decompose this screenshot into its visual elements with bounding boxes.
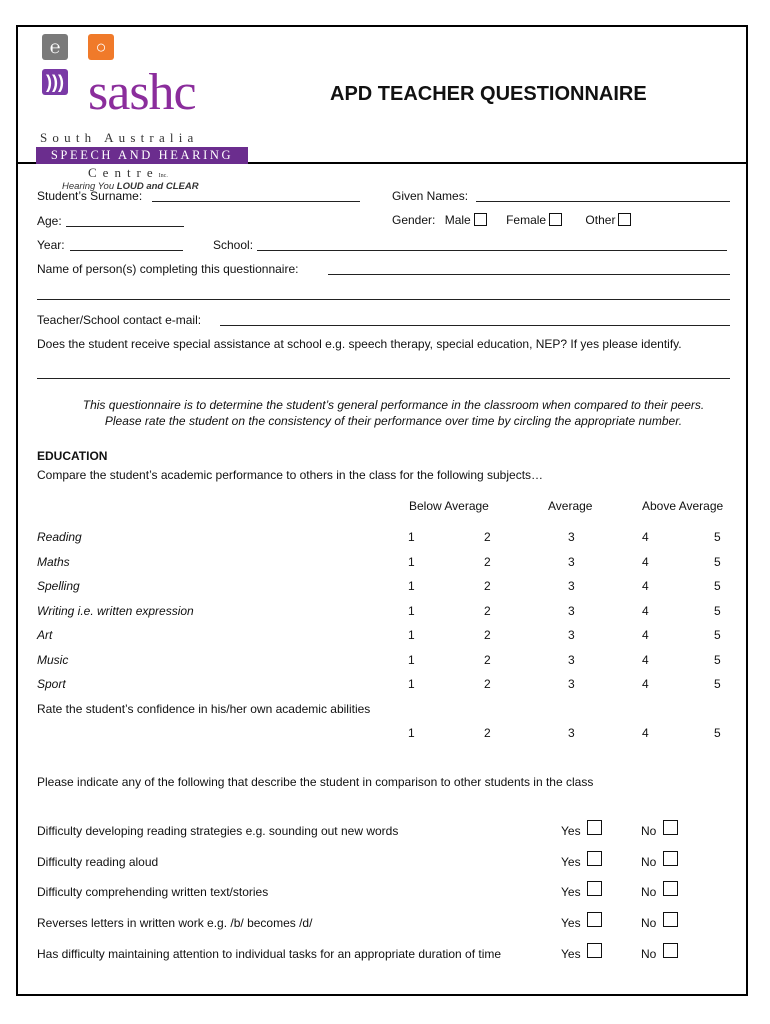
no-checkbox[interactable] <box>663 881 678 896</box>
no-label: No <box>641 916 657 930</box>
rating-option[interactable]: 5 <box>714 555 721 569</box>
rating-option[interactable]: 4 <box>642 677 649 691</box>
rating-option[interactable]: 3 <box>568 677 575 691</box>
school-field[interactable] <box>257 250 727 251</box>
male-checkbox[interactable] <box>474 213 487 226</box>
rating-option[interactable]: 3 <box>568 530 575 544</box>
yes-checkbox[interactable] <box>587 820 602 835</box>
rating-option[interactable]: 2 <box>484 677 491 691</box>
completing-label: Name of person(s) completing this questionnaire: <box>37 262 299 276</box>
yes-label: Yes <box>561 916 581 930</box>
difficulty-item-label: Difficulty developing reading strategies e.g. sounding out new words <box>37 824 399 838</box>
page-title: APD TEACHER QUESTIONNAIRE <box>330 83 647 105</box>
yes-label: Yes <box>561 824 581 838</box>
ear-icon: ℮ <box>42 34 68 60</box>
logo-tagline: Hearing You LOUD and CLEAR <box>62 181 199 192</box>
rating-option[interactable]: 2 <box>484 653 491 667</box>
rating-option[interactable]: 2 <box>484 628 491 642</box>
contact-email-field[interactable] <box>220 325 730 326</box>
subject-label: Maths <box>37 555 70 569</box>
confidence-rating-option[interactable]: 2 <box>484 726 491 740</box>
rating-option[interactable]: 2 <box>484 555 491 569</box>
rating-option[interactable]: 1 <box>408 653 415 667</box>
education-prompt: Compare the student’s academic performance to others in the class for the following subjects… <box>37 468 544 482</box>
rating-option[interactable]: 1 <box>408 628 415 642</box>
completing-field-line-2[interactable] <box>37 299 730 300</box>
no-checkbox[interactable] <box>663 912 678 927</box>
sashc-logo <box>36 32 252 192</box>
yes-label: Yes <box>561 947 581 961</box>
yes-label: Yes <box>561 885 581 899</box>
scale-average: Average <box>548 499 593 513</box>
rating-option[interactable]: 4 <box>642 653 649 667</box>
rating-option[interactable]: 2 <box>484 604 491 618</box>
other-checkbox[interactable] <box>618 213 631 226</box>
education-heading: EDUCATION <box>37 449 108 463</box>
subject-label: Reading <box>37 530 82 544</box>
no-checkbox[interactable] <box>663 851 678 866</box>
year-field[interactable] <box>70 250 183 251</box>
given-names-label: Given Names: <box>392 189 469 203</box>
rating-option[interactable]: 5 <box>714 653 721 667</box>
rating-option[interactable]: 3 <box>568 579 575 593</box>
rating-option[interactable]: 1 <box>408 604 415 618</box>
assistance-field[interactable] <box>37 378 730 379</box>
completing-field[interactable] <box>328 274 730 275</box>
sound-waves-icon: ))) <box>42 69 68 95</box>
confidence-rating-option[interactable]: 1 <box>408 726 415 740</box>
rating-option[interactable]: 5 <box>714 579 721 593</box>
subject-label: Art <box>37 628 53 642</box>
rating-option[interactable]: 4 <box>642 530 649 544</box>
subject-label: Music <box>37 653 69 667</box>
age-field[interactable] <box>66 226 184 227</box>
logo-band: SPEECH AND HEARING <box>36 147 248 164</box>
scale-below-average: Below Average <box>409 499 489 513</box>
no-label: No <box>641 855 657 869</box>
logo-region: South Australia <box>40 130 199 145</box>
yes-label: Yes <box>561 855 581 869</box>
logo-centre: CentreInc. <box>88 165 168 180</box>
subject-label: Spelling <box>37 579 80 593</box>
male-label: Male <box>444 213 471 227</box>
rating-option[interactable]: 5 <box>714 530 721 544</box>
rating-option[interactable]: 1 <box>408 530 415 544</box>
given-names-field[interactable] <box>476 201 730 202</box>
no-label: No <box>641 947 657 961</box>
difficulty-item-label: Difficulty comprehending written text/stories <box>37 885 269 899</box>
rating-option[interactable]: 2 <box>484 530 491 544</box>
rating-option[interactable]: 5 <box>714 628 721 642</box>
surname-field[interactable] <box>152 201 360 202</box>
difficulties-prompt: Please indicate any of the following that describe the student in comparison to other students in the class <box>37 775 594 789</box>
confidence-rating-option[interactable]: 4 <box>642 726 649 740</box>
other-label: Other <box>585 213 616 227</box>
yes-checkbox[interactable] <box>587 881 602 896</box>
difficulty-item-label: Has difficulty maintaining attention to individual tasks for an appropriate duration of time <box>37 947 502 961</box>
subject-label: Sport <box>37 677 66 691</box>
rating-option[interactable]: 5 <box>714 677 721 691</box>
yes-checkbox[interactable] <box>587 912 602 927</box>
contact-label: Teacher/School contact e-mail: <box>37 313 202 327</box>
rating-option[interactable]: 4 <box>642 555 649 569</box>
subject-label: Writing i.e. written expression <box>37 604 194 618</box>
rating-option[interactable]: 5 <box>714 604 721 618</box>
yes-checkbox[interactable] <box>587 943 602 958</box>
rating-option[interactable]: 1 <box>408 677 415 691</box>
rating-option[interactable]: 1 <box>408 579 415 593</box>
confidence-rating-option[interactable]: 5 <box>714 726 721 740</box>
rating-option[interactable]: 4 <box>642 628 649 642</box>
rating-option[interactable]: 4 <box>642 604 649 618</box>
no-label: No <box>641 824 657 838</box>
year-label: Year: <box>37 238 65 252</box>
rating-option[interactable]: 4 <box>642 579 649 593</box>
female-checkbox[interactable] <box>549 213 562 226</box>
assistance-question: Does the student receive special assistance at school e.g. speech therapy, special education, NEP? If yes please identify. <box>37 337 682 351</box>
age-label: Age: <box>37 214 62 228</box>
surname-label: Student’s Surname: <box>37 189 143 203</box>
school-label: School: <box>213 238 254 252</box>
scale-above-average: Above Average <box>642 499 724 513</box>
instructions-line-1: This questionnaire is to determine the student’s general performance in the classroom when compared to their peers. <box>82 398 705 412</box>
gender-group <box>392 213 631 227</box>
yes-checkbox[interactable] <box>587 851 602 866</box>
rating-option[interactable]: 1 <box>408 555 415 569</box>
no-checkbox[interactable] <box>663 943 678 958</box>
rating-option[interactable]: 3 <box>568 653 575 667</box>
difficulty-item-label: Reverses letters in written work e.g. /b/ becomes /d/ <box>37 916 313 930</box>
rating-option[interactable]: 2 <box>484 579 491 593</box>
logo-wordmark: sashc <box>88 64 196 121</box>
rating-option[interactable]: 3 <box>568 628 575 642</box>
no-label: No <box>641 885 657 899</box>
rating-option[interactable]: 3 <box>568 555 575 569</box>
difficulty-item-label: Difficulty reading aloud <box>37 855 159 869</box>
rating-option[interactable]: 3 <box>568 604 575 618</box>
confidence-question: Rate the student’s confidence in his/her own academic abilities <box>37 702 371 716</box>
female-label: Female <box>506 213 547 227</box>
speech-bubble-icon: ○ <box>88 34 114 60</box>
no-checkbox[interactable] <box>663 820 678 835</box>
instructions-line-2: Please rate the student on the consistency of their performance over time by circling the appropriate number. <box>104 414 683 428</box>
confidence-rating-option[interactable]: 3 <box>568 726 575 740</box>
gender-label: Gender: <box>392 213 436 227</box>
